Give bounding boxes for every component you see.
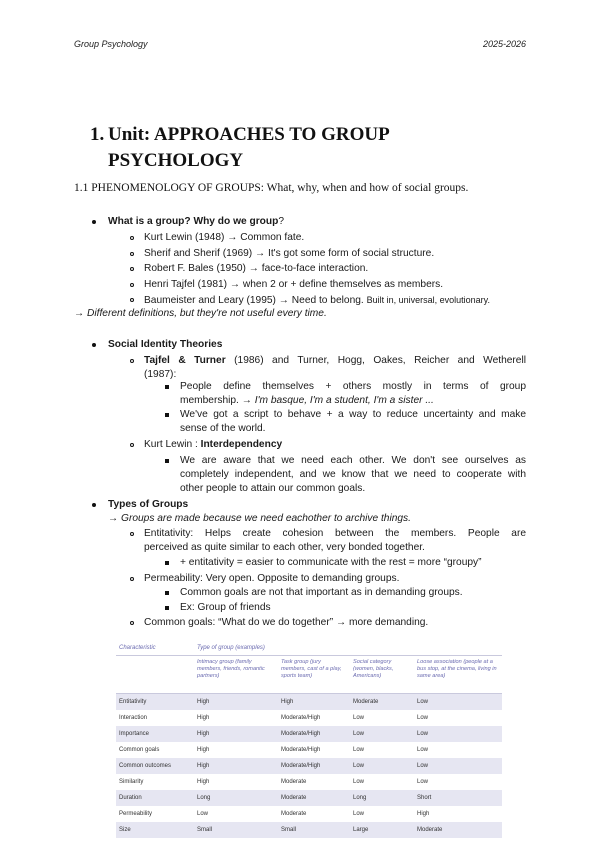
bullet-disc: [92, 343, 96, 347]
unit-title: [90, 122, 530, 174]
table-row: [116, 806, 502, 822]
definition-item: Sherif and Sherif (1969) → It's got some form of social structure.: [144, 248, 435, 259]
table-cell: High: [197, 779, 210, 785]
table-cell: Long: [350, 790, 414, 806]
table-column-header: Intimacy group (family members, friends, romantic partners): [194, 656, 278, 694]
table-row: [116, 758, 502, 774]
unit-number: 1.: [90, 124, 105, 145]
tajfel-turner-line2: (1987):: [144, 369, 177, 380]
table-cell: Moderate: [281, 811, 307, 817]
bullet-square: [165, 591, 169, 595]
table-row: [116, 694, 502, 711]
row-label: Similarity: [119, 779, 144, 785]
definition-item: Henri Tajfel (1981) → when 2 or + define themselves as members.: [144, 279, 444, 290]
types-note: → Groups are made because we need eachother to archive things.: [108, 513, 411, 524]
table-cell: Low: [414, 758, 502, 774]
row-label: Duration: [116, 790, 194, 806]
table-cell: [116, 656, 194, 694]
bullet-circle: [130, 236, 134, 240]
table-header-characteristic: Characteristic: [116, 641, 194, 656]
bullet-circle: [130, 252, 134, 256]
sit-point-2-line1: We've got a script to behave + a way to reduce uncertainty and make: [180, 409, 526, 420]
table-subheader-row: [116, 656, 502, 694]
bullet-circle: [130, 267, 134, 271]
section-heading: 1.1 PHENOMENOLOGY OF GROUPS: What, why, when and how of social groups.: [74, 182, 469, 194]
table-row: [116, 742, 502, 758]
bullet-disc: [92, 503, 96, 507]
row-label: Common outcomes: [116, 758, 194, 774]
table-row: [116, 822, 502, 838]
table-column-header: Social category (women, blacks, Americans): [350, 656, 414, 694]
table-cell: Low: [414, 694, 502, 711]
table-cell: Moderate/High: [278, 758, 350, 774]
header-academic-year: 2025-2026: [482, 39, 526, 49]
bullet-square: [165, 459, 169, 463]
table-row: [116, 710, 502, 726]
table-cell: Low: [350, 758, 414, 774]
table-cell: Moderate: [278, 790, 350, 806]
table-header-type: Type of group (examples): [194, 641, 502, 656]
bullet-disc: [92, 220, 96, 224]
table-cell: Moderate: [350, 694, 414, 711]
row-label: Importance: [116, 726, 194, 742]
unit-title-line2: PSYCHOLOGY: [108, 150, 244, 171]
table-cell: High: [197, 747, 210, 753]
table-cell: High: [197, 715, 210, 721]
table-row: [116, 774, 502, 790]
table-row: [116, 790, 502, 806]
bullet-square: [165, 385, 169, 389]
row-label: Size: [116, 822, 194, 838]
table-cell: Large: [350, 822, 414, 838]
header-course-title: Group Psychology: [74, 39, 148, 49]
bullet-circle: [130, 577, 134, 581]
permeability-item: Permeability: Very open. Opposite to demanding groups.: [144, 573, 400, 584]
interdependency-line2: completely independent, and we know that we need to cooperate with: [180, 469, 526, 480]
table-cell: Low: [417, 779, 429, 785]
table-cell: Low: [417, 747, 429, 753]
row-label: Entitativity: [116, 694, 194, 711]
table-cell: Moderate: [281, 779, 307, 785]
bullet-square: [165, 561, 169, 565]
unit-title-line1: Unit: APPROACHES TO GROUP: [108, 124, 390, 145]
table-cell: High: [278, 694, 350, 711]
table-cell: Short: [414, 790, 502, 806]
bullet-circle: [130, 532, 134, 536]
row-label: Interaction: [119, 715, 148, 721]
table-cell: Low: [353, 811, 365, 817]
tajfel-turner-line1: Tajfel & Turner (1986) and Turner, Hogg, Oakes, Reicher and Wetherell: [144, 355, 526, 366]
table-cell: Moderate/High: [281, 747, 321, 753]
table-row: [116, 726, 502, 742]
table-cell: Moderate: [414, 822, 502, 838]
permeability-point-1: Common goals are not that important as in demanding groups.: [180, 587, 463, 598]
table-cell: Moderate/High: [281, 715, 321, 721]
table-cell: Small: [194, 822, 278, 838]
bullet-circle: [130, 621, 134, 625]
table-cell: High: [194, 694, 278, 711]
sit-point-2-line2: sense of the world.: [180, 423, 266, 434]
bullet-circle: [130, 298, 134, 302]
bullet-circle: [130, 359, 134, 363]
table-cell: Small: [278, 822, 350, 838]
social-identity-heading: Social Identity Theories: [108, 339, 223, 350]
row-label: Common goals: [119, 747, 160, 753]
table-cell: Low: [353, 715, 365, 721]
common-goals-item: Common goals: “What do we do together” → more demanding.: [144, 617, 429, 628]
row-label: Permeability: [119, 811, 153, 817]
table-cell: High: [194, 758, 278, 774]
permeability-point-2: Ex: Group of friends: [180, 602, 271, 613]
table-cell: Low: [417, 715, 429, 721]
definition-item: Baumeister and Leary (1995) → Need to belong. Built in, universal, evolutionary.: [144, 295, 490, 306]
table-cell: Low: [353, 779, 365, 785]
table-header-row: [116, 641, 502, 656]
sit-point-1-line1: People define themselves + others mostly in terms of group: [180, 381, 526, 392]
group-types-table: [116, 641, 502, 838]
table-cell: Low: [353, 747, 365, 753]
interdependency-line3: other people to attain our common goals.: [180, 483, 366, 494]
definitions-note: → Different definitions, but they're not useful every time.: [74, 308, 327, 319]
bullet-square: [165, 606, 169, 610]
table-cell: Low: [414, 726, 502, 742]
entitativity-line2: perceived as quite similar to each other, very bonded together.: [144, 542, 425, 553]
definition-item: Kurt Lewin (1948) → Common fate.: [144, 232, 305, 243]
table-cell: Moderate/High: [278, 726, 350, 742]
table-cell: High: [194, 726, 278, 742]
interdependency-line1: We are aware that we need each other. We don't see ourselves as: [180, 455, 526, 466]
table-cell: High: [417, 811, 430, 817]
entitativity-point: + entitativity = easier to communicate with the rest = more “groupy”: [180, 557, 482, 568]
table-cell: Low: [197, 811, 209, 817]
bullet-circle: [130, 283, 134, 287]
types-heading: Types of Groups: [108, 499, 189, 510]
bullet-circle: [130, 443, 134, 447]
table-cell: Long: [194, 790, 278, 806]
what-is-group-heading: What is a group? Why do we group?: [108, 216, 285, 227]
table-cell: Low: [350, 726, 414, 742]
bullet-square: [165, 413, 169, 417]
table-column-header: Loose association (people at a bus stop, at the cinema, living in same area): [414, 656, 502, 694]
definition-item: Robert F. Bales (1950) → face-to-face interaction.: [144, 263, 369, 274]
entitativity-line1: Entitativity: Helps create cohesion between the members. People are: [144, 528, 526, 539]
lewin-interdependency: Kurt Lewin : Interdependency: [144, 439, 283, 450]
table-column-header: Task group (jury members, cast of a play, sports team): [278, 656, 350, 694]
sit-point-1-line2: membership. → I'm basque, I'm a student, I'm a sister ...: [180, 395, 434, 406]
